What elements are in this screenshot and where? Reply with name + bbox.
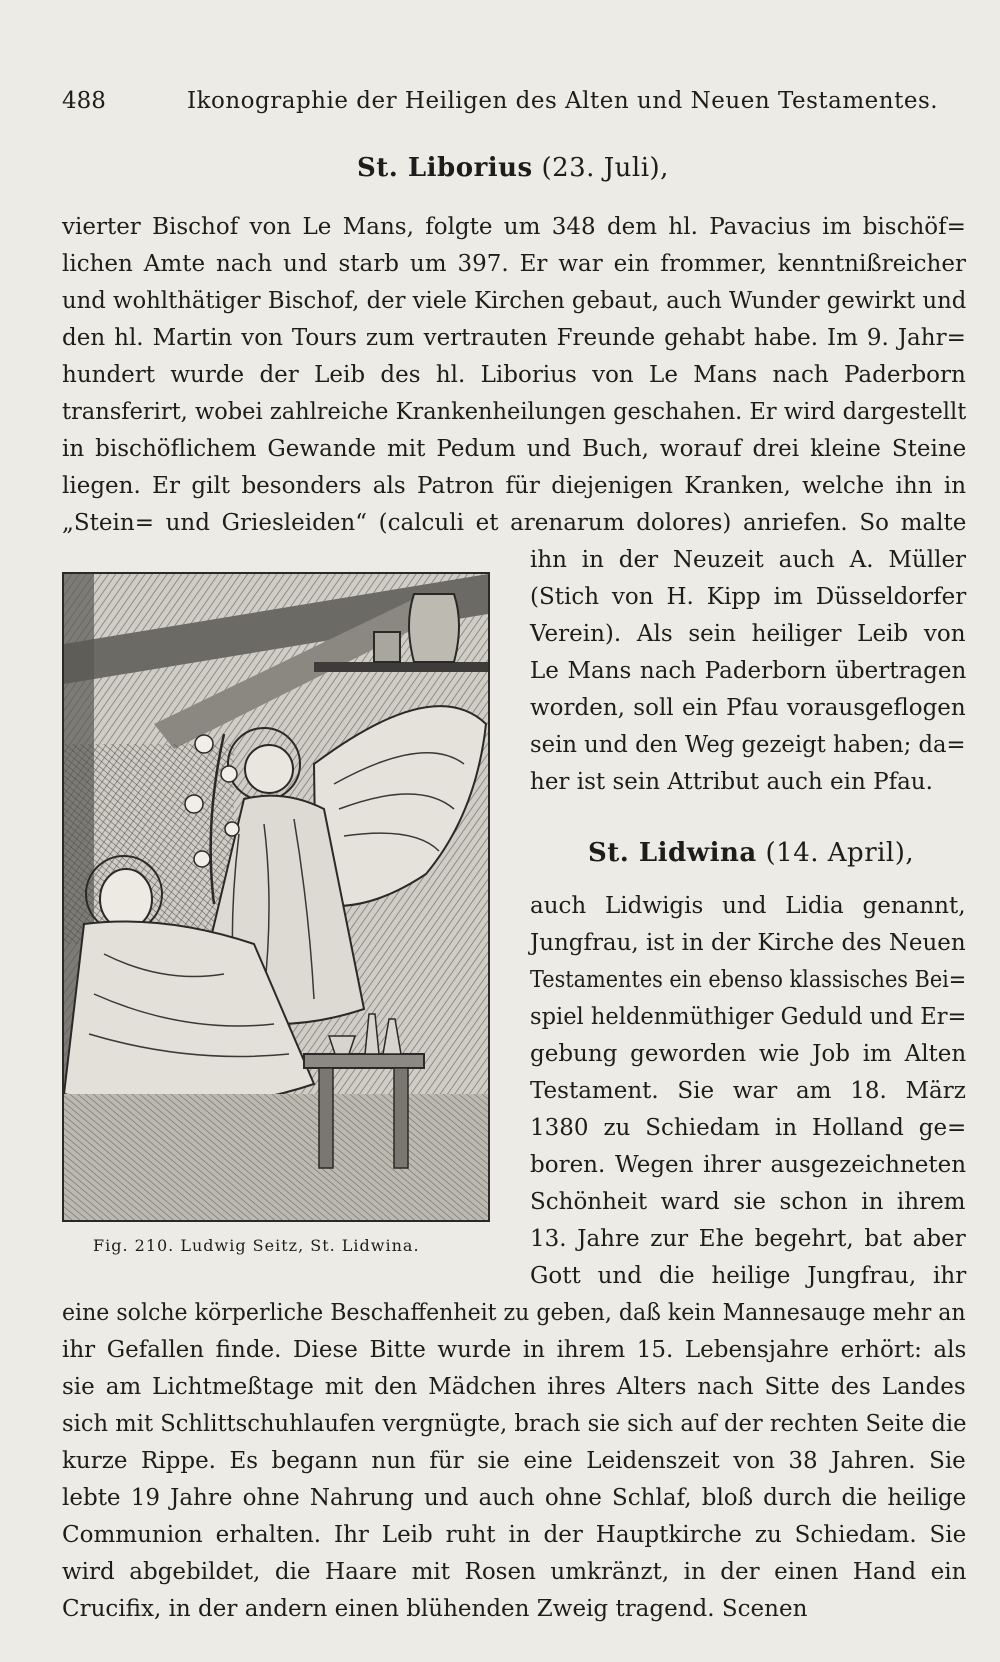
- text-line: wird abgebildet, die Haare mit Rosen umkränzt, in der einen Hand ein: [62, 1559, 967, 1585]
- saint-name: St. Lidwina: [588, 838, 757, 868]
- text-line: und wohlthätiger Bischof, der viele Kirchen gebaut, auch Wunder gewirkt und: [62, 288, 967, 314]
- text-line: lichen Amte nach und starb um 397. Er war ein frommer, kenntnißreicher: [62, 251, 966, 277]
- running-title: Ikonographie der Heiligen des Alten und Neuen Testamentes.: [187, 88, 939, 114]
- saint-name: St. Liborius: [357, 153, 533, 183]
- text-line: vierter Bischof von Le Mans, folgte um 348 dem hl. Pavacius im bischöf=: [62, 214, 966, 240]
- text-line: Gott und die heilige Jungfrau, ihr: [530, 1263, 967, 1289]
- text-line: hundert wurde der Leib des hl. Liborius von Le Mans nach Paderborn: [62, 362, 966, 388]
- engraving-illustration: [62, 572, 490, 1222]
- text-line: Le Mans nach Paderborn übertragen: [530, 658, 967, 684]
- stool: [304, 1054, 424, 1068]
- text-line: Testament. Sie war am 18. März: [530, 1078, 966, 1104]
- engraving-drawing: [64, 574, 488, 1220]
- text-line: transferirt, wobei zahlreiche Krankenheilungen geschahen. Er wird dargestellt: [62, 399, 967, 425]
- section-heading-liborius: [357, 153, 669, 183]
- text-line: Jungfrau, ist in der Kirche des Neuen: [530, 930, 966, 956]
- shelf: [314, 662, 488, 672]
- text-line: lebte 19 Jahre ohne Nahrung und auch ohne Schlaf, bloß durch die heilige: [62, 1485, 967, 1511]
- text-line: 13. Jahre zur Ehe begehrt, bat aber: [530, 1226, 966, 1252]
- page-number: 488: [62, 88, 106, 114]
- text-line: ihr Gefallen finde. Diese Bitte wurde in ihrem 15. Lebensjahre erhört: als: [62, 1337, 967, 1363]
- text-line: sie am Lichtmeßtage mit den Mädchen ihres Alters nach Sitte des Landes: [62, 1374, 966, 1400]
- text-line: den hl. Martin von Tours zum vertrauten Freunde gehabt habe. Im 9. Jahr=: [62, 325, 966, 351]
- text-line: spiel heldenmüthiger Geduld und Er=: [530, 1004, 967, 1030]
- text-line: „Stein= und Griesleiden“ (calculi et arenarum dolores) anriefen. So malte: [62, 510, 967, 536]
- text-line: sich mit Schlittschuhlaufen vergnügte, brach sie sich auf der rechten Seite die: [62, 1411, 967, 1437]
- text-line: in bischöflichem Gewande mit Pedum und Buch, worauf drei kleine Steine: [62, 436, 967, 462]
- text-line: eine solche körperliche Beschaffenheit zu geben, daß kein Mannesauge mehr an: [62, 1300, 966, 1326]
- text-line: sein und den Weg gezeigt haben; da=: [530, 732, 966, 758]
- text-line: ihn in der Neuzeit auch A. Müller: [530, 547, 967, 573]
- text-line: Testamentes ein ebenso klassisches Bei=: [530, 967, 967, 993]
- text-line: auch Lidwigis und Lidia genannt,: [530, 893, 966, 919]
- text-line: worden, soll ein Pfau vorausgeflogen: [530, 695, 966, 721]
- text-line: boren. Wegen ihrer ausgezeichneten: [530, 1152, 967, 1178]
- text-line: gebung geworden wie Job im Alten: [530, 1041, 967, 1067]
- feast-date: (23. Juli),: [541, 153, 669, 183]
- text-line: Schönheit ward sie schon in ihrem: [530, 1189, 966, 1215]
- text-line: (Stich von H. Kipp im Düsseldorfer: [530, 584, 967, 610]
- angel-head: [245, 745, 293, 793]
- text-line: Verein). Als sein heiliger Leib von: [530, 621, 966, 647]
- jug: [409, 594, 459, 662]
- cup: [374, 632, 400, 662]
- saint-head: [100, 869, 152, 929]
- text-line: 1380 zu Schiedam in Holland ge=: [530, 1115, 967, 1141]
- text-line: kurze Rippe. Es begann nun für sie eine Leidenszeit von 38 Jahren. Sie: [62, 1448, 966, 1474]
- text-line: her ist sein Attribut auch ein Pfau.: [530, 769, 933, 795]
- text-line: Communion erhalten. Ihr Leib ruht in der Hauptkirche zu Schiedam. Sie: [62, 1522, 967, 1548]
- figure-caption: Fig. 210. Ludwig Seitz, St. Lidwina.: [93, 1236, 420, 1255]
- page-header: [62, 82, 966, 122]
- text-line: liegen. Er gilt besonders als Patron für diejenigen Kranken, welche ihn in: [62, 473, 967, 499]
- section-heading-lidwina: [588, 838, 914, 868]
- feast-date: (14. April),: [765, 838, 915, 868]
- text-line: Crucifix, in der andern einen blühenden Zweig tragend. Scenen: [62, 1596, 808, 1622]
